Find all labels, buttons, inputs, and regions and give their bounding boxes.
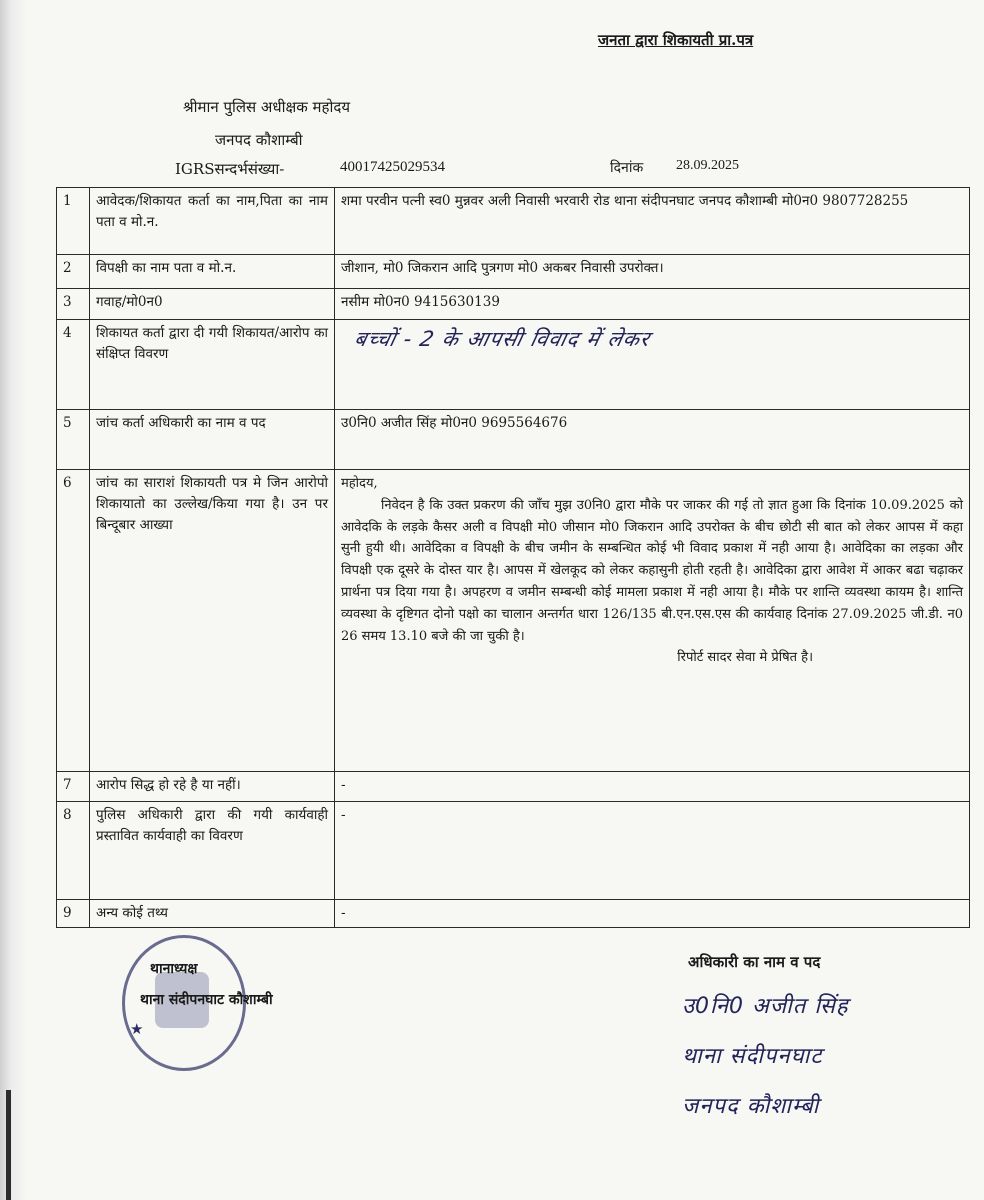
row-label: अन्य कोई तथ्य [90,900,335,928]
date-label: दिनांक [610,160,644,176]
table-row [57,900,970,928]
table-row [57,188,970,255]
handwritten-complaint-summary: बच्चों - 2 के आपसी विवाद में लेकर [351,327,653,351]
report-closing: रिपोर्ट सादर सेवा मे प्रेषित है। [677,650,813,666]
table-row [57,470,970,772]
row-label: जांच कर्ता अधिकारी का नाम व पद [90,410,335,470]
investigation-report [335,470,970,772]
officer-signature-line-3: जनपद कौशाम्बी [682,1094,820,1119]
row-label: जांच का साराशं शिकायती पत्र मे जिन आरोपो शिकायातो का उल्लेख/किया गया है। उन पर बिन्दूबार आख्या [90,470,335,772]
row-number: 9 [57,900,90,928]
page-edge-shadow [0,0,28,1200]
row-value: - [335,802,970,900]
addressee-line-2: जनपद कौशाम्बी [215,131,303,149]
reference-label: IGRSसन्दर्भसंख्या- [175,160,285,178]
row-label: आवेदक/शिकायत कर्ता का नाम,पिता का नाम पता व मो.न. [90,188,335,255]
reference-number: 40017425029534 [340,159,445,175]
row-number: 1 [57,188,90,255]
row-number: 7 [57,772,90,802]
document-title: जनता द्वारा शिकायती प्रा.पत्र [598,31,754,49]
officer-label: अधिकारी का नाम व पद [688,953,821,971]
row-value: नसीम मो0न0 9415630139 [335,289,970,320]
row-label: आरोप सिद्ध हो रहे है या नहीं। [90,772,335,802]
table-row [57,289,970,320]
row-value: उ0नि0 अजीत सिंह मो0न0 9695564676 [335,410,970,470]
row-number: 5 [57,410,90,470]
stamp-station: थाना संदीपनघाट कौशाम्बी [140,992,273,1008]
row-number: 2 [57,255,90,289]
table-row [57,772,970,802]
complaint-table [56,187,970,928]
star-icon: ★ [130,1020,144,1038]
row-value: - [335,900,970,928]
date-value: 28.09.2025 [676,158,739,173]
row-number: 8 [57,802,90,900]
stamp-designation: थानाध्यक्ष [150,961,198,977]
row-value [335,320,970,410]
table-row [57,410,970,470]
officer-signature-line-2: थाना संदीपनघाट [682,1044,823,1069]
row-value: शमा परवीन पत्नी स्व0 मुन्नवर अली निवासी भरवारी रोड थाना संदीपनघाट जनपद कौशाम्बी मो0न0 9807728255 [335,188,970,255]
officer-signature-line-1: उ0नि0 अजीत सिंह [682,994,849,1019]
table-row [57,802,970,900]
row-label: गवाह/मो0न0 [90,289,335,320]
row-label: शिकायत कर्ता द्वारा दी गयी शिकायत/आरोप का संक्षिप्त विवरण [90,320,335,410]
row-number: 6 [57,470,90,772]
row-number: 4 [57,320,90,410]
row-number: 3 [57,289,90,320]
report-salutation: महोदय, [341,476,378,491]
row-value: - [335,772,970,802]
addressee-line-1: श्रीमान पुलिस अधीक्षक महोदय [183,98,351,116]
report-body: निवेदन है कि उक्त प्रकरण की जाँच मुझ उ0नि0 द्वारा मौके पर जाकर की गई तो ज्ञात हुआ कि दिनांक 10.09.2025 को आवेदकि के लड़के कैसर अली व विपक्षी मो0 जीसान मो0 जिकरान आदि उपरोक्त के बीच छोटी सी बात को लेकर आपस में कहा सुनी हुयी थी। आवेदिका व विपक्षी के बीच जमीन के सम्बन्धित कोई भी विवाद प्रकाश में नही आया है। आवेदिका का लड़का और विपक्षी एक दूसरे के दोस्त यार है। आपस में खेलकूद को लेकर कहासुनी होती रहती है। आवेदिका द्वारा आवेश में आकर बढा चढ़ाकर प्रार्थना पत्र दिया गया है। अपहरण व जमीन सम्बन्धी कोई मामला प्रकाश में नही आया है। मौके पर शान्ति व्यवस्था कायम है। शान्ति व्यवस्था के दृष्टिगत दोनो पक्षो का चालान अन्तर्गत धारा 126/135 बी.एन.एस.एस की कार्यवाह दिनांक 27.09.2025 जी.डी. न0 26 समय 13.10 बजे की जा चुकी है। [341,497,963,644]
table-row [57,255,970,289]
row-label: पुलिस अधिकारी द्वारा की गयी कार्यवाही प्रस्तावित कार्यवाही का विवरण [90,802,335,900]
row-label: विपक्षी का नाम पता व मो.न. [90,255,335,289]
table-row [57,320,970,410]
row-value: जीशान, मो0 जिकरान आदि पुत्रगण मो0 अकबर निवासी उपरोक्त। [335,255,970,289]
